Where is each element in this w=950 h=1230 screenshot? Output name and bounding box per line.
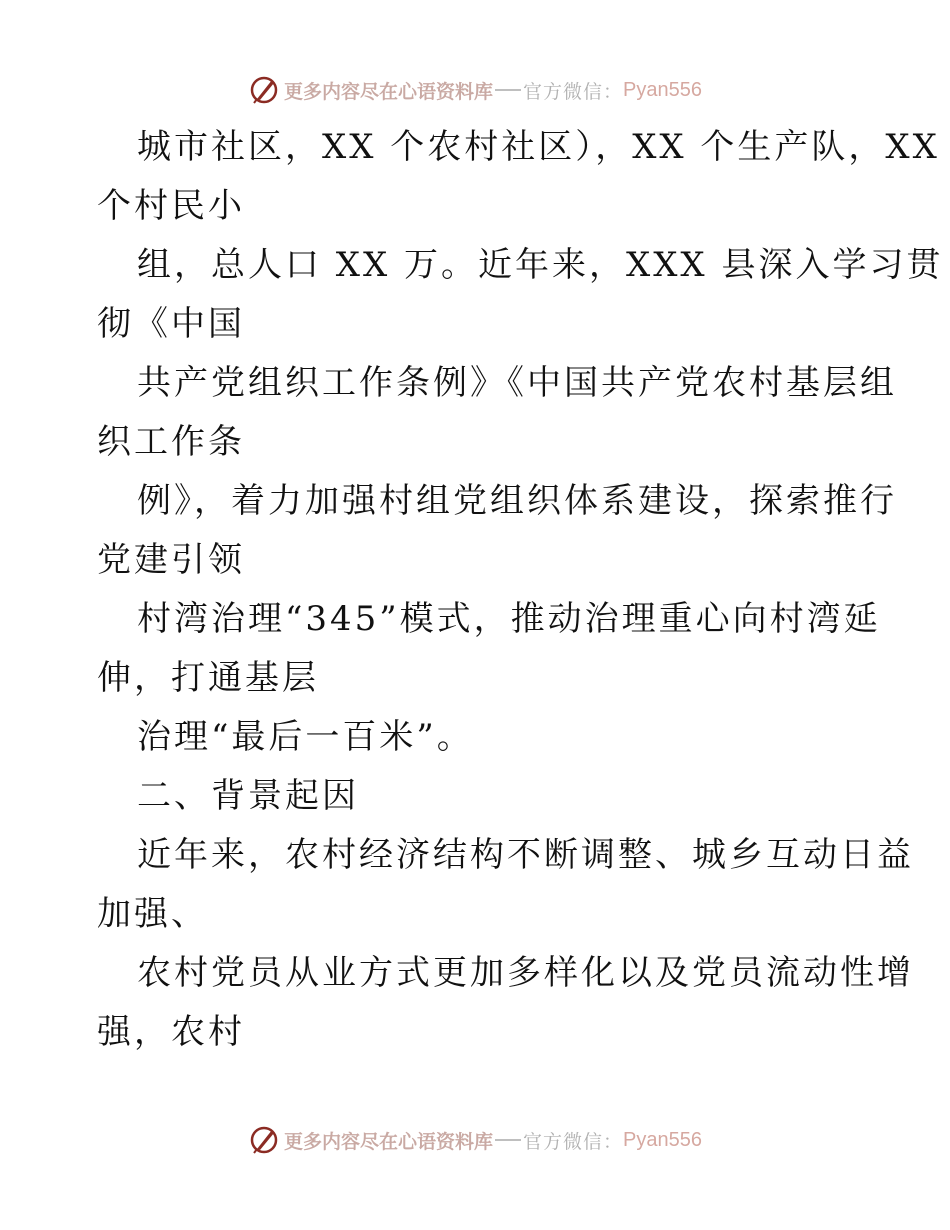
text-line: 例》，着力加强村组党组织体系建设，探索推行: [137, 481, 897, 521]
watermark-label: 官方微信：: [523, 1130, 624, 1153]
text-line: 强，农村: [97, 1012, 245, 1052]
watermark-separator: [495, 1139, 521, 1141]
watermark-id: Pyan556: [623, 78, 702, 101]
watermark-text: 更多内容尽在心语资料库: [284, 1130, 494, 1153]
text-line: 治理“最后一百米”。: [137, 717, 474, 757]
text-line: 伸，打通基层: [97, 658, 319, 698]
quill-logo-icon: [248, 74, 280, 106]
quill-logo-icon: [248, 1124, 280, 1156]
text-line: 城市社区，XX 个农村社区），XX 个生产队，XX: [137, 127, 940, 167]
text-line: 加强、: [97, 894, 208, 934]
text-line: 党建引领: [97, 540, 245, 580]
watermark-separator: [495, 89, 521, 91]
watermark-label: 官方微信：: [523, 80, 624, 103]
text-line: 农村党员从业方式更加多样化以及党员流动性增: [137, 953, 914, 993]
watermark-id: Pyan556: [623, 1128, 702, 1151]
document-body: [97, 118, 944, 1062]
watermark-text: 更多内容尽在心语资料库: [284, 80, 494, 103]
text-line: 织工作条: [97, 422, 245, 462]
section-heading: 二、背景起因: [137, 776, 359, 816]
text-line: 村湾治理“345”模式，推动治理重心向村湾延: [137, 599, 881, 639]
text-line: 近年来，农村经济结构不断调整、城乡互动日益: [137, 835, 914, 875]
header-watermark: [0, 70, 950, 110]
text-line: 共产党组织工作条例》《中国共产党农村基层组: [137, 363, 897, 403]
text-line: 彻《中国: [97, 304, 245, 344]
footer-watermark: [0, 1120, 950, 1160]
text-line: 个村民小: [97, 186, 245, 226]
text-line: 组，总人口 XX 万。近年来，XXX 县深入学习贯: [137, 245, 944, 285]
